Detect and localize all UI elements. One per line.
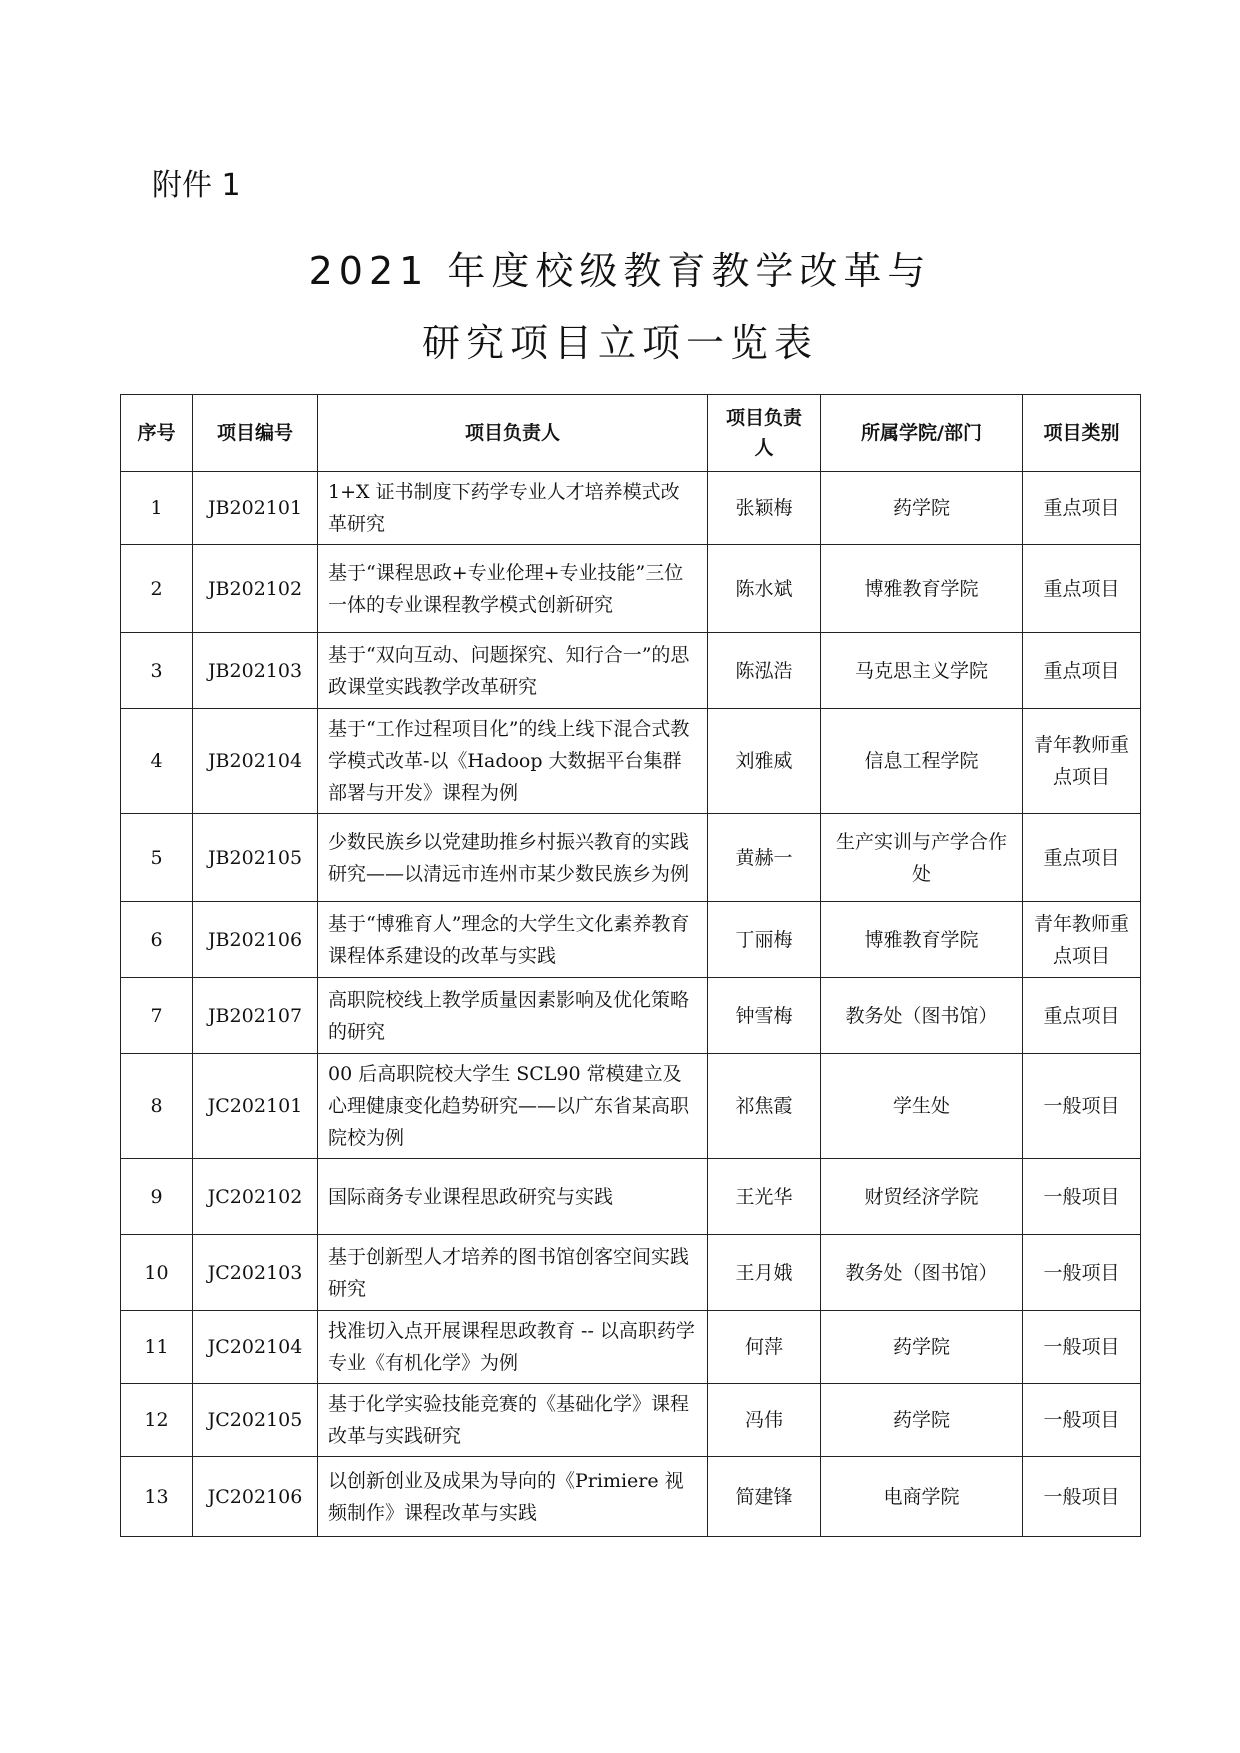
serial-number-cell: 10 [121, 1235, 193, 1311]
project-leader-cell: 何萍 [708, 1311, 821, 1384]
project-leader-cell: 冯伟 [708, 1384, 821, 1457]
header-project-leader: 项目负责人 [708, 395, 821, 472]
category-cell: 重点项目 [1023, 978, 1141, 1054]
category-cell: 一般项目 [1023, 1235, 1141, 1311]
category-cell: 青年教师重点项目 [1023, 709, 1141, 814]
department-cell: 学生处 [821, 1054, 1023, 1159]
table-row [121, 472, 1141, 545]
document-title-line-1: 2021 年度校级教育教学改革与 [308, 249, 932, 293]
serial-number-cell: 1 [121, 472, 193, 545]
serial-number-cell: 7 [121, 978, 193, 1054]
department-cell: 博雅教育学院 [821, 902, 1023, 978]
table-row [121, 1457, 1141, 1537]
department-cell: 电商学院 [821, 1457, 1023, 1537]
project-code-cell: JC202105 [193, 1384, 318, 1457]
project-code-cell: JB202104 [193, 709, 318, 814]
table-row [121, 1384, 1141, 1457]
department-cell: 教务处（图书馆） [821, 1235, 1023, 1311]
header-project-code: 项目编号 [193, 395, 318, 472]
project-title-cell: 基于“博雅育人”理念的大学生文化素养教育课程体系建设的改革与实践 [318, 902, 708, 978]
table-row [121, 814, 1141, 902]
project-title-cell: 少数民族乡以党建助推乡村振兴教育的实践研究——以清远市连州市某少数民族乡为例 [318, 814, 708, 902]
project-list-table [120, 394, 1141, 1537]
serial-number-cell: 13 [121, 1457, 193, 1537]
project-leader-cell: 陈水斌 [708, 545, 821, 633]
serial-number-cell: 2 [121, 545, 193, 633]
category-cell: 一般项目 [1023, 1384, 1141, 1457]
category-cell: 一般项目 [1023, 1457, 1141, 1537]
project-title-cell: 基于“课程思政+专业伦理+专业技能”三位一体的专业课程教学模式创新研究 [318, 545, 708, 633]
header-project-title: 项目负责人 [318, 395, 708, 472]
serial-number-cell: 3 [121, 633, 193, 709]
serial-number-cell: 9 [121, 1159, 193, 1235]
serial-number-cell: 6 [121, 902, 193, 978]
department-cell: 马克思主义学院 [821, 633, 1023, 709]
project-title-cell: 高职院校线上教学质量因素影响及优化策略的研究 [318, 978, 708, 1054]
serial-number-cell: 8 [121, 1054, 193, 1159]
project-leader-cell: 张颖梅 [708, 472, 821, 545]
category-cell: 一般项目 [1023, 1159, 1141, 1235]
table-row [121, 545, 1141, 633]
attachment-label: 附件 1 [152, 168, 241, 203]
project-leader-cell: 简建锋 [708, 1457, 821, 1537]
table-row [121, 1054, 1141, 1159]
project-leader-cell: 刘雅威 [708, 709, 821, 814]
table-header-row [121, 395, 1141, 472]
category-cell: 重点项目 [1023, 472, 1141, 545]
serial-number-cell: 11 [121, 1311, 193, 1384]
project-title-cell: 基于化学实验技能竞赛的《基础化学》课程改革与实践研究 [318, 1384, 708, 1457]
department-cell: 药学院 [821, 472, 1023, 545]
department-cell: 教务处（图书馆） [821, 978, 1023, 1054]
project-code-cell: JC202101 [193, 1054, 318, 1159]
project-leader-cell: 钟雪梅 [708, 978, 821, 1054]
project-leader-cell: 陈泓浩 [708, 633, 821, 709]
project-leader-cell: 祁焦霞 [708, 1054, 821, 1159]
project-title-cell: 00 后高职院校大学生 SCL90 常模建立及心理健康变化趋势研究——以广东省某高职院校为例 [318, 1054, 708, 1159]
project-title-cell: 基于创新型人才培养的图书馆创客空间实践研究 [318, 1235, 708, 1311]
project-title-cell: 以创新创业及成果为导向的《Primiere 视频制作》课程改革与实践 [318, 1457, 708, 1537]
table-row [121, 1311, 1141, 1384]
serial-number-cell: 12 [121, 1384, 193, 1457]
department-cell: 生产实训与产学合作处 [821, 814, 1023, 902]
project-code-cell: JB202107 [193, 978, 318, 1054]
category-cell: 一般项目 [1023, 1311, 1141, 1384]
project-leader-cell: 王月娥 [708, 1235, 821, 1311]
project-leader-cell: 王光华 [708, 1159, 821, 1235]
department-cell: 财贸经济学院 [821, 1159, 1023, 1235]
project-title-cell: 基于“双向互动、问题探究、知行合一”的思政课堂实践教学改革研究 [318, 633, 708, 709]
project-code-cell: JC202106 [193, 1457, 318, 1537]
project-code-cell: JB202105 [193, 814, 318, 902]
project-code-cell: JC202104 [193, 1311, 318, 1384]
category-cell: 重点项目 [1023, 545, 1141, 633]
project-code-cell: JB202106 [193, 902, 318, 978]
project-title-cell: 国际商务专业课程思政研究与实践 [318, 1159, 708, 1235]
category-cell: 重点项目 [1023, 633, 1141, 709]
header-category: 项目类别 [1023, 395, 1141, 472]
table-row [121, 978, 1141, 1054]
department-cell: 药学院 [821, 1311, 1023, 1384]
table-row [121, 633, 1141, 709]
table-row [121, 1235, 1141, 1311]
category-cell: 一般项目 [1023, 1054, 1141, 1159]
department-cell: 药学院 [821, 1384, 1023, 1457]
project-code-cell: JB202101 [193, 472, 318, 545]
table-row [121, 902, 1141, 978]
category-cell: 青年教师重点项目 [1023, 902, 1141, 978]
project-title-cell: 找准切入点开展课程思政教育 -- 以高职药学专业《有机化学》为例 [318, 1311, 708, 1384]
project-code-cell: JC202102 [193, 1159, 318, 1235]
category-cell: 重点项目 [1023, 814, 1141, 902]
serial-number-cell: 4 [121, 709, 193, 814]
table-row [121, 1159, 1141, 1235]
project-code-cell: JC202103 [193, 1235, 318, 1311]
project-title-cell: 1+X 证书制度下药学专业人才培养模式改革研究 [318, 472, 708, 545]
project-leader-cell: 丁丽梅 [708, 902, 821, 978]
project-code-cell: JB202102 [193, 545, 318, 633]
header-department: 所属学院/部门 [821, 395, 1023, 472]
header-serial-number: 序号 [121, 395, 193, 472]
project-code-cell: JB202103 [193, 633, 318, 709]
department-cell: 信息工程学院 [821, 709, 1023, 814]
document-title-line-2: 研究项目立项一览表 [421, 321, 818, 365]
department-cell: 博雅教育学院 [821, 545, 1023, 633]
table-body [121, 472, 1141, 1537]
serial-number-cell: 5 [121, 814, 193, 902]
project-title-cell: 基于“工作过程项目化”的线上线下混合式教学模式改革-以《Hadoop 大数据平台集群部署与开发》课程为例 [318, 709, 708, 814]
table-row [121, 709, 1141, 814]
project-leader-cell: 黄赫一 [708, 814, 821, 902]
